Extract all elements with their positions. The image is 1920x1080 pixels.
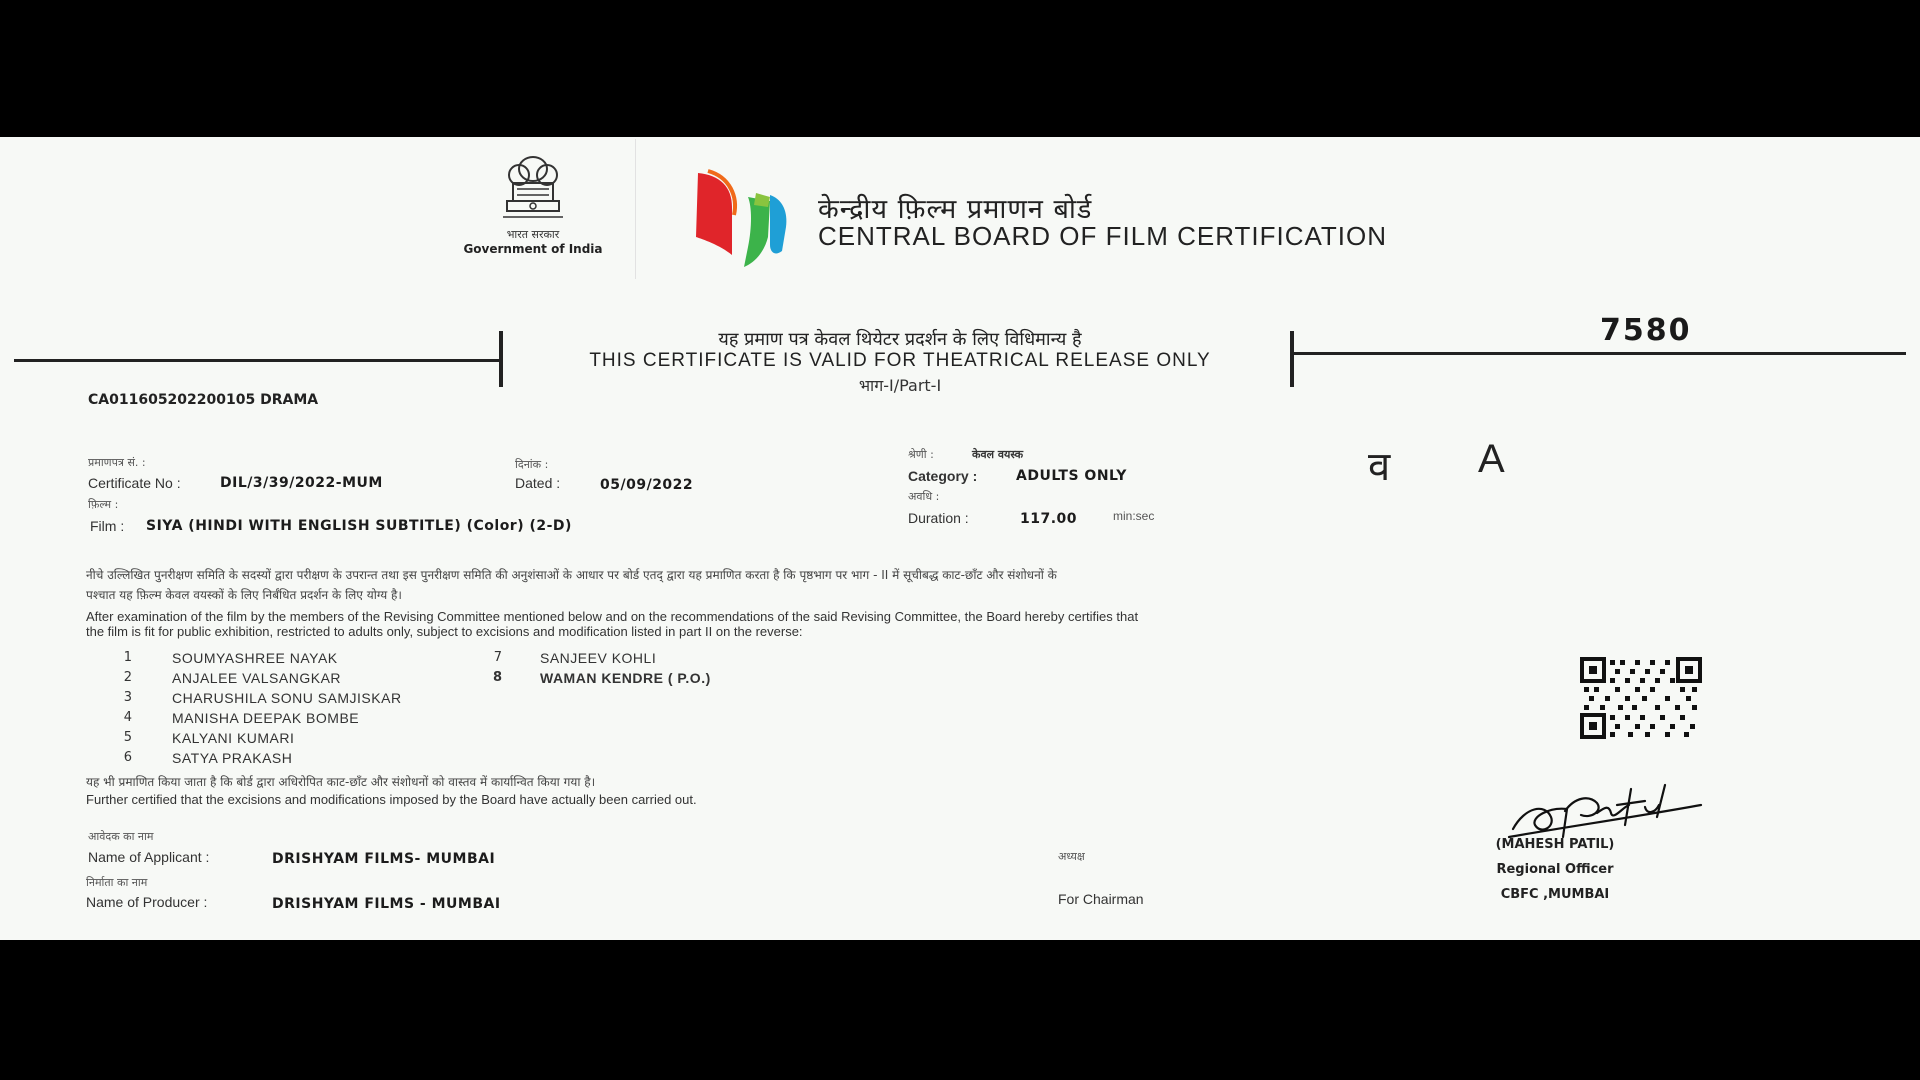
producer-label: Name of Producer :	[86, 894, 208, 910]
lion-capital-icon	[493, 153, 573, 225]
certification-text-hindi-line1: नीचे उल्लिखित पुनरीक्षण समिति के सदस्यों द्वारा परीक्षण के उपरान्त तथा इस पुनरीक्षण समिति की अनुशंसाओं के आधार पर बोर्ड एतद् द्वारा यह प्रमाणित करता है कि पृष्ठभाग पर भाग - II में सूचीबद्ध काट-छाँट और संशोधनों के	[86, 568, 1057, 582]
member-name: ANJALEE VALSANGKAR	[172, 670, 342, 686]
member-name: MANISHA DEEPAK BOMBE	[172, 710, 360, 726]
film-title: SIYA (HINDI WITH ENGLISH SUBTITLE) (Color) (2-D)	[146, 518, 572, 534]
producer-name: DRISHYAM FILMS - MUMBAI	[272, 896, 501, 912]
cert-no-value: DIL/3/39/2022-MUM	[220, 475, 383, 491]
member-number: 2	[123, 670, 132, 685]
validity-notice: THIS CERTIFICATE IS VALID FOR THEATRICAL RELEASE ONLY	[589, 350, 1211, 371]
cert-no-label-hindi: प्रमाणपत्र सं. :	[88, 456, 146, 469]
rule-right	[1292, 352, 1906, 355]
member-number: 3	[123, 690, 132, 705]
duration-label-hindi: अवधि :	[908, 490, 940, 503]
date-label: Dated :	[515, 475, 561, 491]
rating-letter: A	[1478, 437, 1505, 481]
applicant-name: DRISHYAM FILMS- MUMBAI	[272, 851, 496, 867]
category-value-hindi: केवल वयस्क	[972, 448, 1024, 461]
validity-notice-hindi: यह प्रमाण पत्र केवल थियेटर प्रदर्शन के लिए विधिमान्य है	[718, 329, 1082, 350]
certificate-document	[0, 137, 1920, 940]
certification-text-hindi-line2: पश्चात यह फ़िल्म केवल वयस्कों के लिए निर्बंधित प्रदर्शन के लिए योग्य है।	[86, 588, 402, 602]
member-name: SANJEEV KOHLI	[540, 650, 657, 666]
duration-value: 117.00	[1020, 511, 1078, 527]
header-divider	[635, 139, 636, 279]
film-label-hindi: फ़िल्म :	[88, 498, 119, 511]
cbfc-logo-icon	[690, 167, 805, 277]
chairman-label-hindi: अध्यक्ष	[1058, 850, 1085, 863]
member-name: KALYANI KUMARI	[172, 730, 295, 746]
applicant-label: Name of Applicant :	[88, 849, 210, 865]
rule-left-end	[499, 331, 503, 387]
category-label-hindi: श्रेणी :	[908, 448, 934, 461]
film-label: Film :	[90, 518, 125, 534]
applicant-label-hindi: आवेदक का नाम	[88, 830, 154, 843]
member-name: WAMAN KENDRE ( P.O.)	[540, 670, 711, 686]
member-number: 5	[123, 730, 132, 745]
member-name: SATYA PRAKASH	[172, 750, 293, 766]
certificate-serial-number: 7580	[1600, 313, 1692, 348]
cert-no-label: Certificate No :	[88, 475, 181, 491]
date-value: 05/09/2022	[600, 477, 694, 493]
producer-label-hindi: निर्माता का नाम	[86, 876, 148, 889]
rule-right-start	[1290, 331, 1294, 387]
rule-left	[14, 359, 500, 362]
government-label: Government of India	[463, 242, 603, 256]
member-number: 6	[123, 750, 132, 765]
member-number: 7	[493, 650, 502, 665]
member-name: CHARUSHILA SONU SAMJISKAR	[172, 690, 402, 706]
board-name: CENTRAL BOARD OF FILM CERTIFICATION	[818, 221, 1388, 251]
qr-code-icon	[1580, 657, 1702, 739]
government-label-hindi: भारत सरकार	[506, 228, 560, 241]
signatory-name: (MAHESH PATIL)	[1495, 837, 1615, 852]
category-value: ADULTS ONLY	[1016, 468, 1127, 484]
member-number: 1	[123, 650, 132, 665]
rating-hindi: व	[1368, 445, 1391, 489]
member-number: 4	[123, 710, 132, 725]
chairman-label: For Chairman	[1058, 891, 1144, 907]
certificate-code: CA011605202200105 DRAMA	[88, 392, 319, 408]
duration-label: Duration :	[908, 510, 969, 526]
further-certified: Further certified that the excisions and modifications imposed by the Board have actually been carried out.	[86, 792, 697, 807]
certification-text-line2: the film is fit for public exhibition, restricted to adults only, subject to excisions and modification listed in part II on the reverse:	[86, 624, 803, 639]
duration-unit: min:sec	[1113, 509, 1155, 523]
board-name-hindi: केन्द्रीय फ़िल्म प्रमाणन बोर्ड	[818, 194, 1093, 225]
part-label: भाग-I/Part-I	[858, 376, 942, 395]
further-certified-hindi: यह भी प्रमाणित किया जाता है कि बोर्ड द्वारा अधिरोपित काट-छाँट और संशोधनों को वास्तव में कार्यान्वित किया गया है।	[86, 775, 596, 789]
signatory-office: CBFC ,MUMBAI	[1500, 887, 1610, 902]
member-number: 8	[492, 670, 502, 685]
certification-text-line1: After examination of the film by the members of the Revising Committee mentioned below and on the recommendations of the said Revising Committee, the Board hereby certifies that	[86, 609, 1139, 624]
date-label-hindi: दिनांक :	[515, 458, 549, 471]
member-name: SOUMYASHREE NAYAK	[172, 650, 338, 666]
signatory-role: Regional Officer	[1496, 862, 1614, 877]
national-emblem	[458, 153, 608, 256]
category-label: Category :	[908, 468, 978, 484]
